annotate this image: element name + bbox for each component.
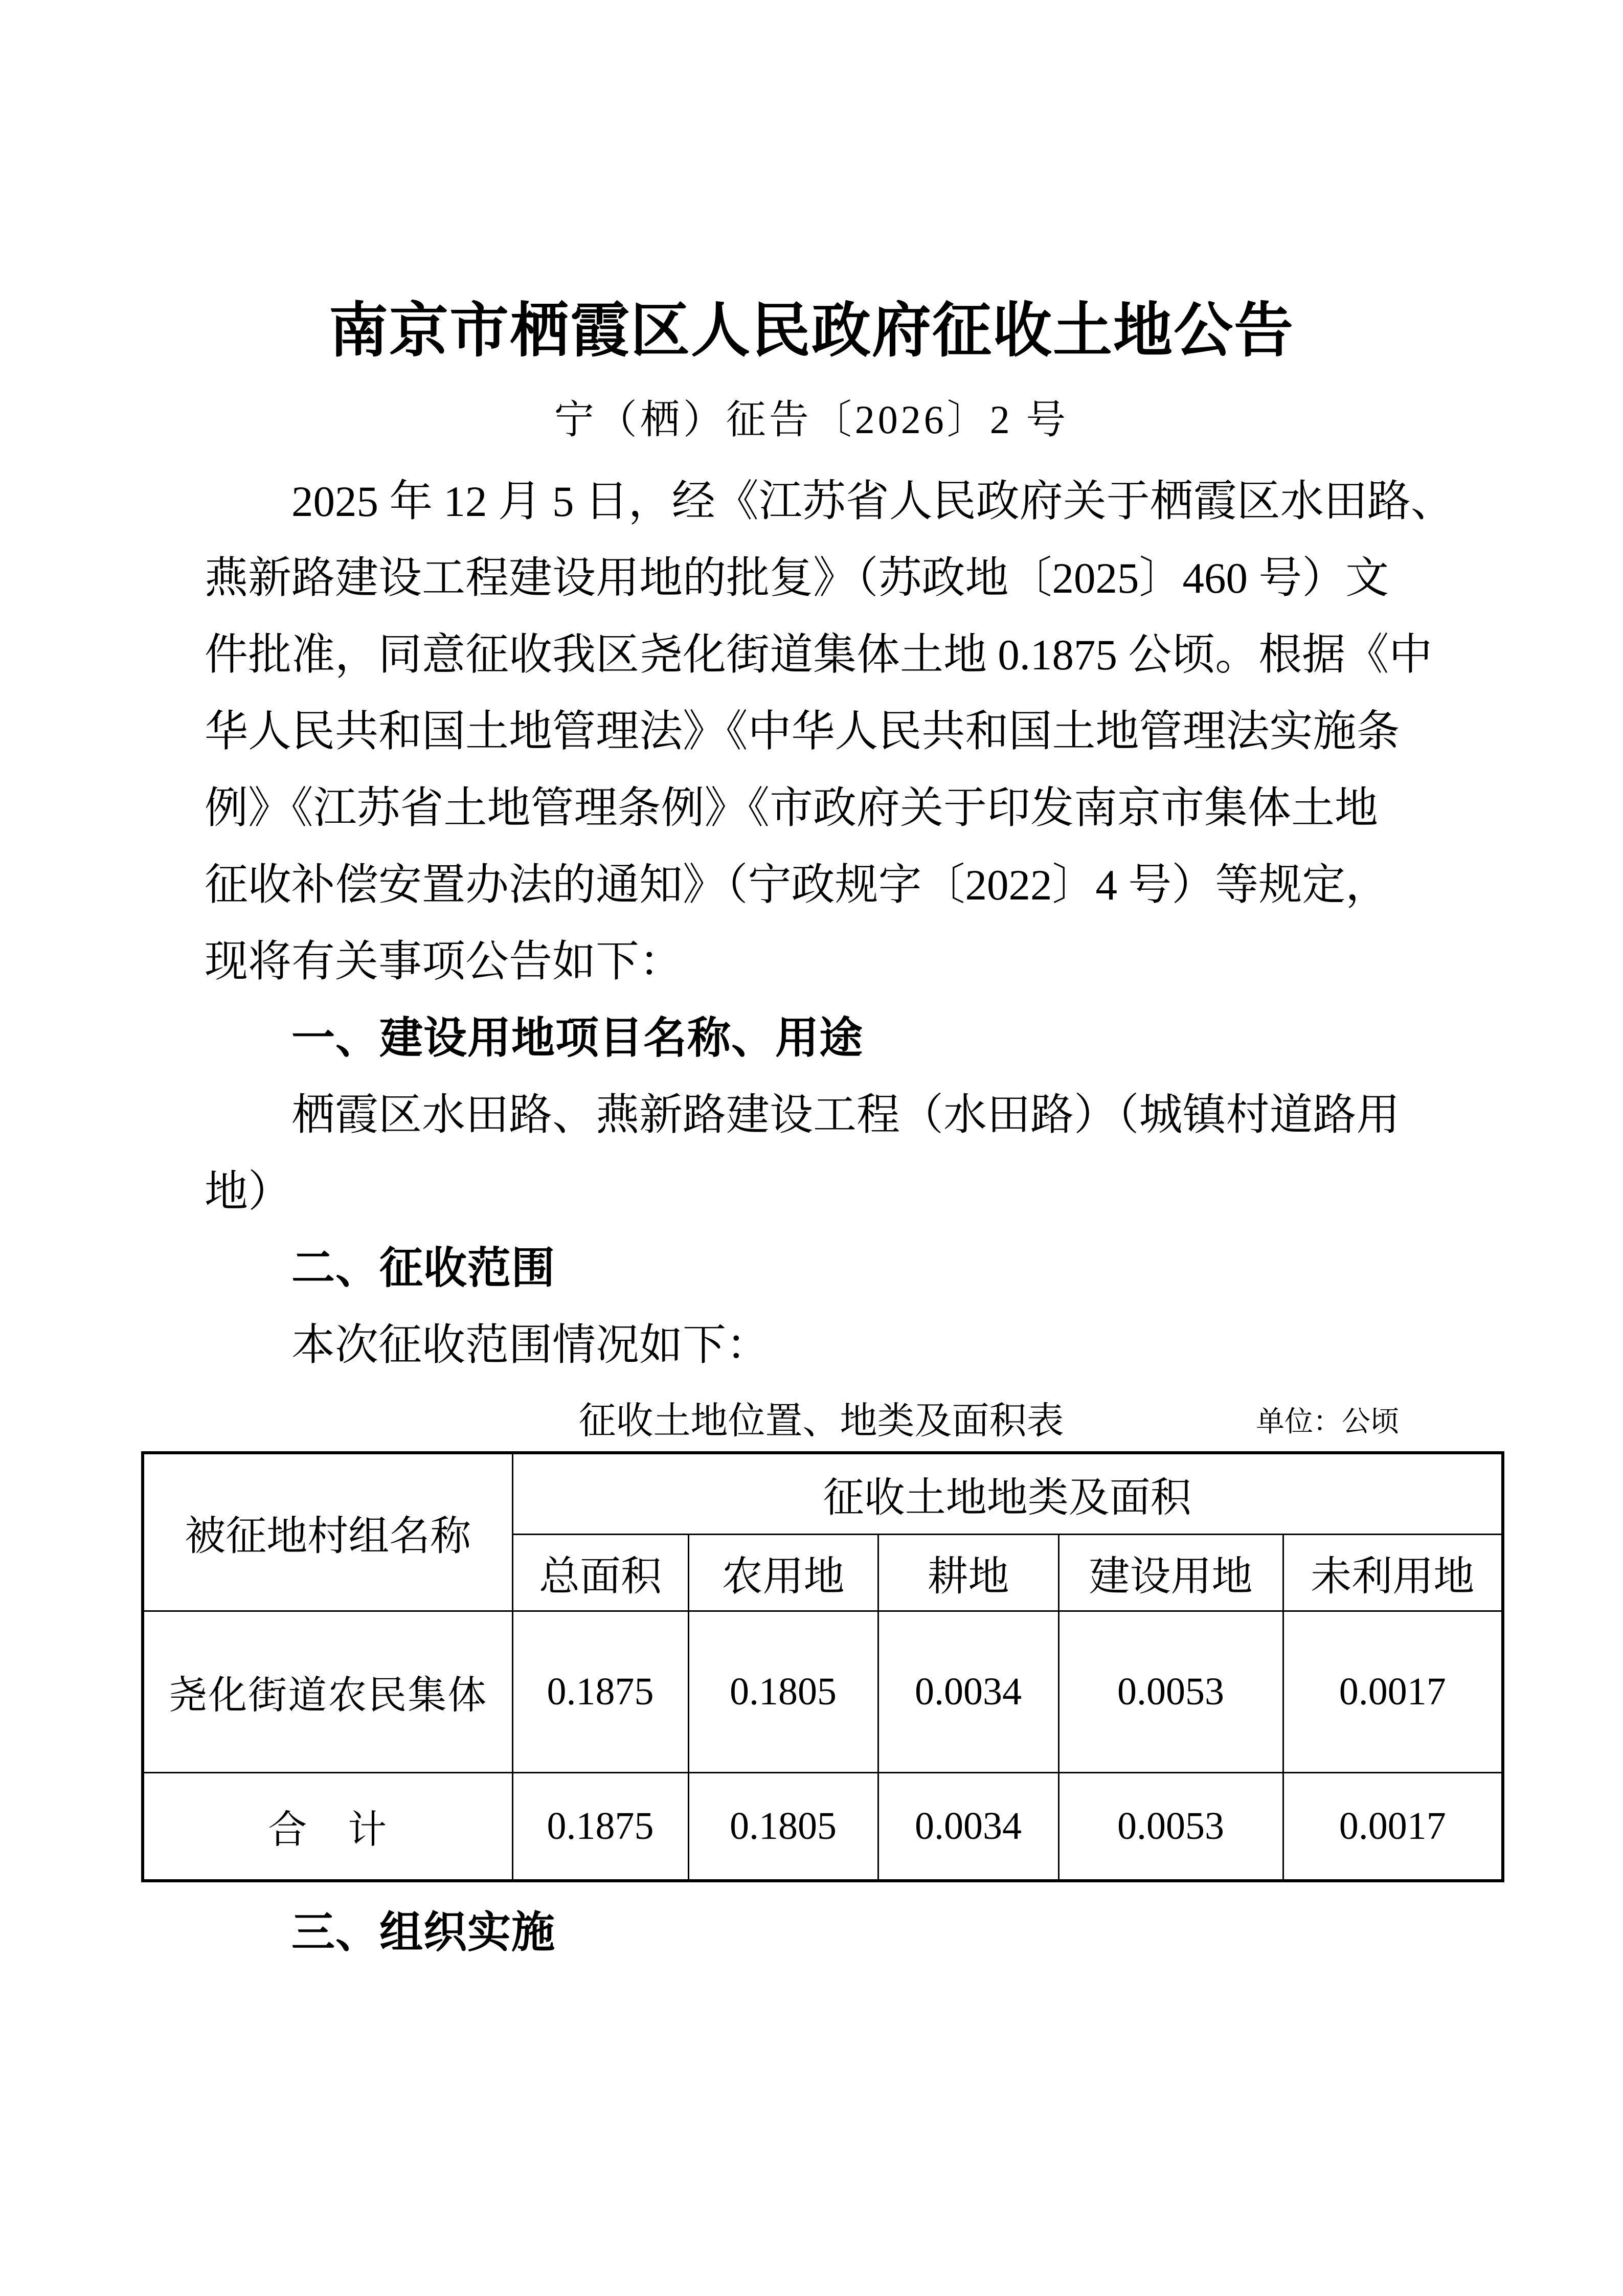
land-area-table (141, 1451, 1504, 1882)
cell-total-label: 合 计 (143, 1772, 512, 1881)
body-line: 华人民共和国土地管理法》《中华人民共和国土地管理法实施条 (205, 708, 1400, 756)
cell-value: 0.1875 (512, 1772, 688, 1881)
body-line: 燕新路建设工程建设用地的批复》（苏政地〔2025〕460 号）文 (205, 554, 1389, 602)
table-caption: 征收土地位置、地类及面积表 (578, 1400, 1064, 1442)
header-cell-total-area: 总面积 (512, 1534, 688, 1611)
body-line: 栖霞区水田路、燕新路建设工程（水田路）（城镇村道路用 (291, 1091, 1400, 1139)
table-header-row-group (143, 1453, 1503, 1534)
body-line: 地） (205, 1168, 292, 1216)
body-line: 征收补偿安置办法的通知》（宁政规字〔2022〕4 号）等规定， (205, 861, 1389, 909)
document-body (168, 463, 1475, 1971)
cell-value: 0.1875 (512, 1611, 688, 1772)
header-cell-village: 被征地村组名称 (143, 1453, 512, 1611)
section-heading-2: 二、征收范围 (291, 1244, 556, 1293)
section-heading-1: 一、建设用地项目名称、用途 (291, 1014, 864, 1063)
cell-value: 0.0034 (878, 1772, 1058, 1881)
doc-number: 宁（栖）征告〔2026〕2 号 (554, 397, 1069, 442)
cell-value: 0.0017 (1283, 1611, 1503, 1772)
table-row-total (143, 1772, 1503, 1881)
table-caption-row (141, 1384, 1501, 1451)
body-line: 例》《江苏省土地管理条例》《市政府关于印发南京市集体土地 (205, 784, 1379, 832)
header-cell-cultivated: 耕地 (878, 1534, 1058, 1611)
cell-village-name: 尧化街道农民集体 (143, 1611, 512, 1772)
header-cell-unused: 未利用地 (1283, 1534, 1503, 1611)
section-heading-3: 三、组织实施 (291, 1908, 556, 1957)
table-row (143, 1611, 1503, 1772)
cell-value: 0.0053 (1058, 1611, 1283, 1772)
body-line: 2025 年 12 月 5 日，经《江苏省人民政府关于栖霞区水田路、 (291, 478, 1454, 526)
cell-value: 0.0053 (1058, 1772, 1283, 1881)
header-cell-construction: 建设用地 (1058, 1534, 1283, 1611)
cell-value: 0.0017 (1283, 1772, 1503, 1881)
page-title: 南京市栖霞区人民政府征收土地公告 (329, 299, 1294, 364)
cell-value: 0.1805 (688, 1772, 878, 1881)
cell-value: 0.1805 (688, 1611, 878, 1772)
table-unit-label: 单位：公顷 (1256, 1406, 1399, 1438)
body-line: 件批准，同意征收我区尧化街道集体土地 0.1875 公顷。根据《中 (205, 631, 1433, 679)
header-cell-agricultural: 农用地 (688, 1534, 878, 1611)
cell-value: 0.0034 (878, 1611, 1058, 1772)
header-cell-group: 征收土地地类及面积 (512, 1453, 1503, 1534)
body-line: 本次征收范围情况如下： (291, 1321, 770, 1369)
body-line: 现将有关事项公告如下： (205, 938, 683, 986)
